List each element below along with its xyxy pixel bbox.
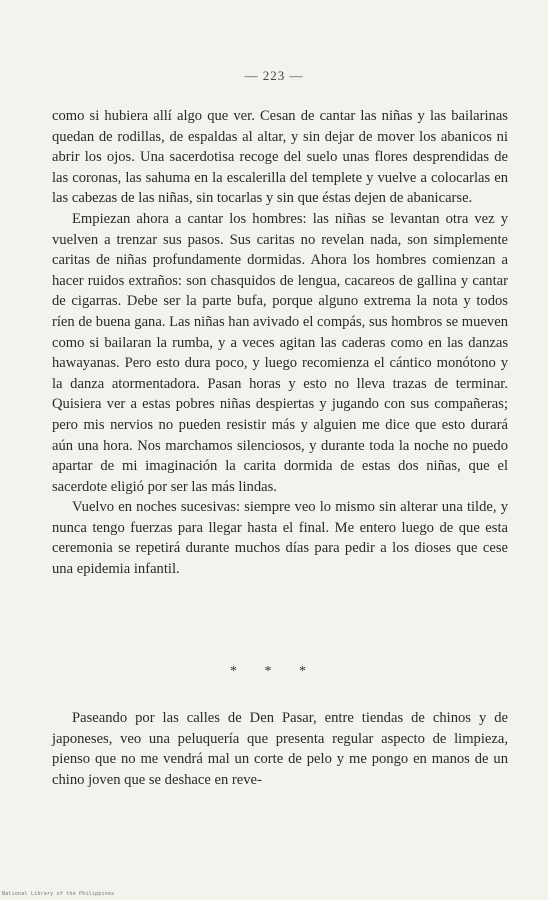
library-stamp: National Library of the Philippines [2, 891, 115, 897]
page-number: — 223 — [244, 68, 304, 83]
paragraph-4: Paseando por las calles de Den Pasar, entre tiendas de chinos y de japoneses, veo una peluquería que presenta regular aspecto de limpieza, pienso que no me vendrá mal un corte de pelo y me pongo en manos de un chino joven que se deshace en reve- [52, 710, 508, 788]
paragraph-1: como si hubiera allí algo que ver. Cesan de cantar las niñas y las bailarinas quedan de rodillas, de espaldas al altar, y sin dejar de mover los abanicos ni abrir los ojos. Una sacerdotisa recoge del suelo unas flores desprendidas de las coronas, las sahuma en la escalerilla del templete y vuelve a colocarlas en las cabezas de las niñas, sin tocarlas y sin que éstas dejen de abanicarse. [52, 108, 508, 207]
paragraph-2: Empiezan ahora a cantar los hombres: las niñas se levantan otra vez y vuelven a trenzar sus pasos. Sus caritas no revelan nada, son simplemente caritas de niñas profundamente dormidas. Ahora los hombres comienzan a hacer ruidos extraños: son chasquidos de lengua, cacareos de gallina y cantar de cigarras. Debe ser la parte bufa, porque alguno extrema la nota y todos ríen de buena gana. Las niñas han avivado el compás, sus hombros se mueven como si bailaran la rumba, y a veces agitan las caderas como en las danzas hawayanas. Pero esto dura poco, y luego recomienza el cántico monótono y la danza atormentadora. Pasan horas y esto no lleva trazas de terminar. Quisiera ver a estas pobres niñas despiertas y jugando con sus compañeras; pero mis nervios no pueden resistir más y alguien me dice que esto durará aún una hora. Nos marchamos silenciosos, y durante toda la noche no puedo apartar de mi imaginación la carita dormida de estas dos niñas, que el sacerdote eligió por ser las más lindas. [52, 210, 508, 495]
text-section-2 [52, 708, 508, 790]
text-section-1 [52, 106, 508, 580]
paragraph-3: Vuelvo en noches sucesivas: siempre veo lo mismo sin alterar una tilde, y nunca tengo fuerzas para llegar hasta el final. Me entero luego de que esta ceremonia se repetirá durante muchos días para pedir a los dioses que cese una epidemia infantil. [52, 499, 508, 578]
section-break-asterisks: * * * [230, 664, 318, 679]
